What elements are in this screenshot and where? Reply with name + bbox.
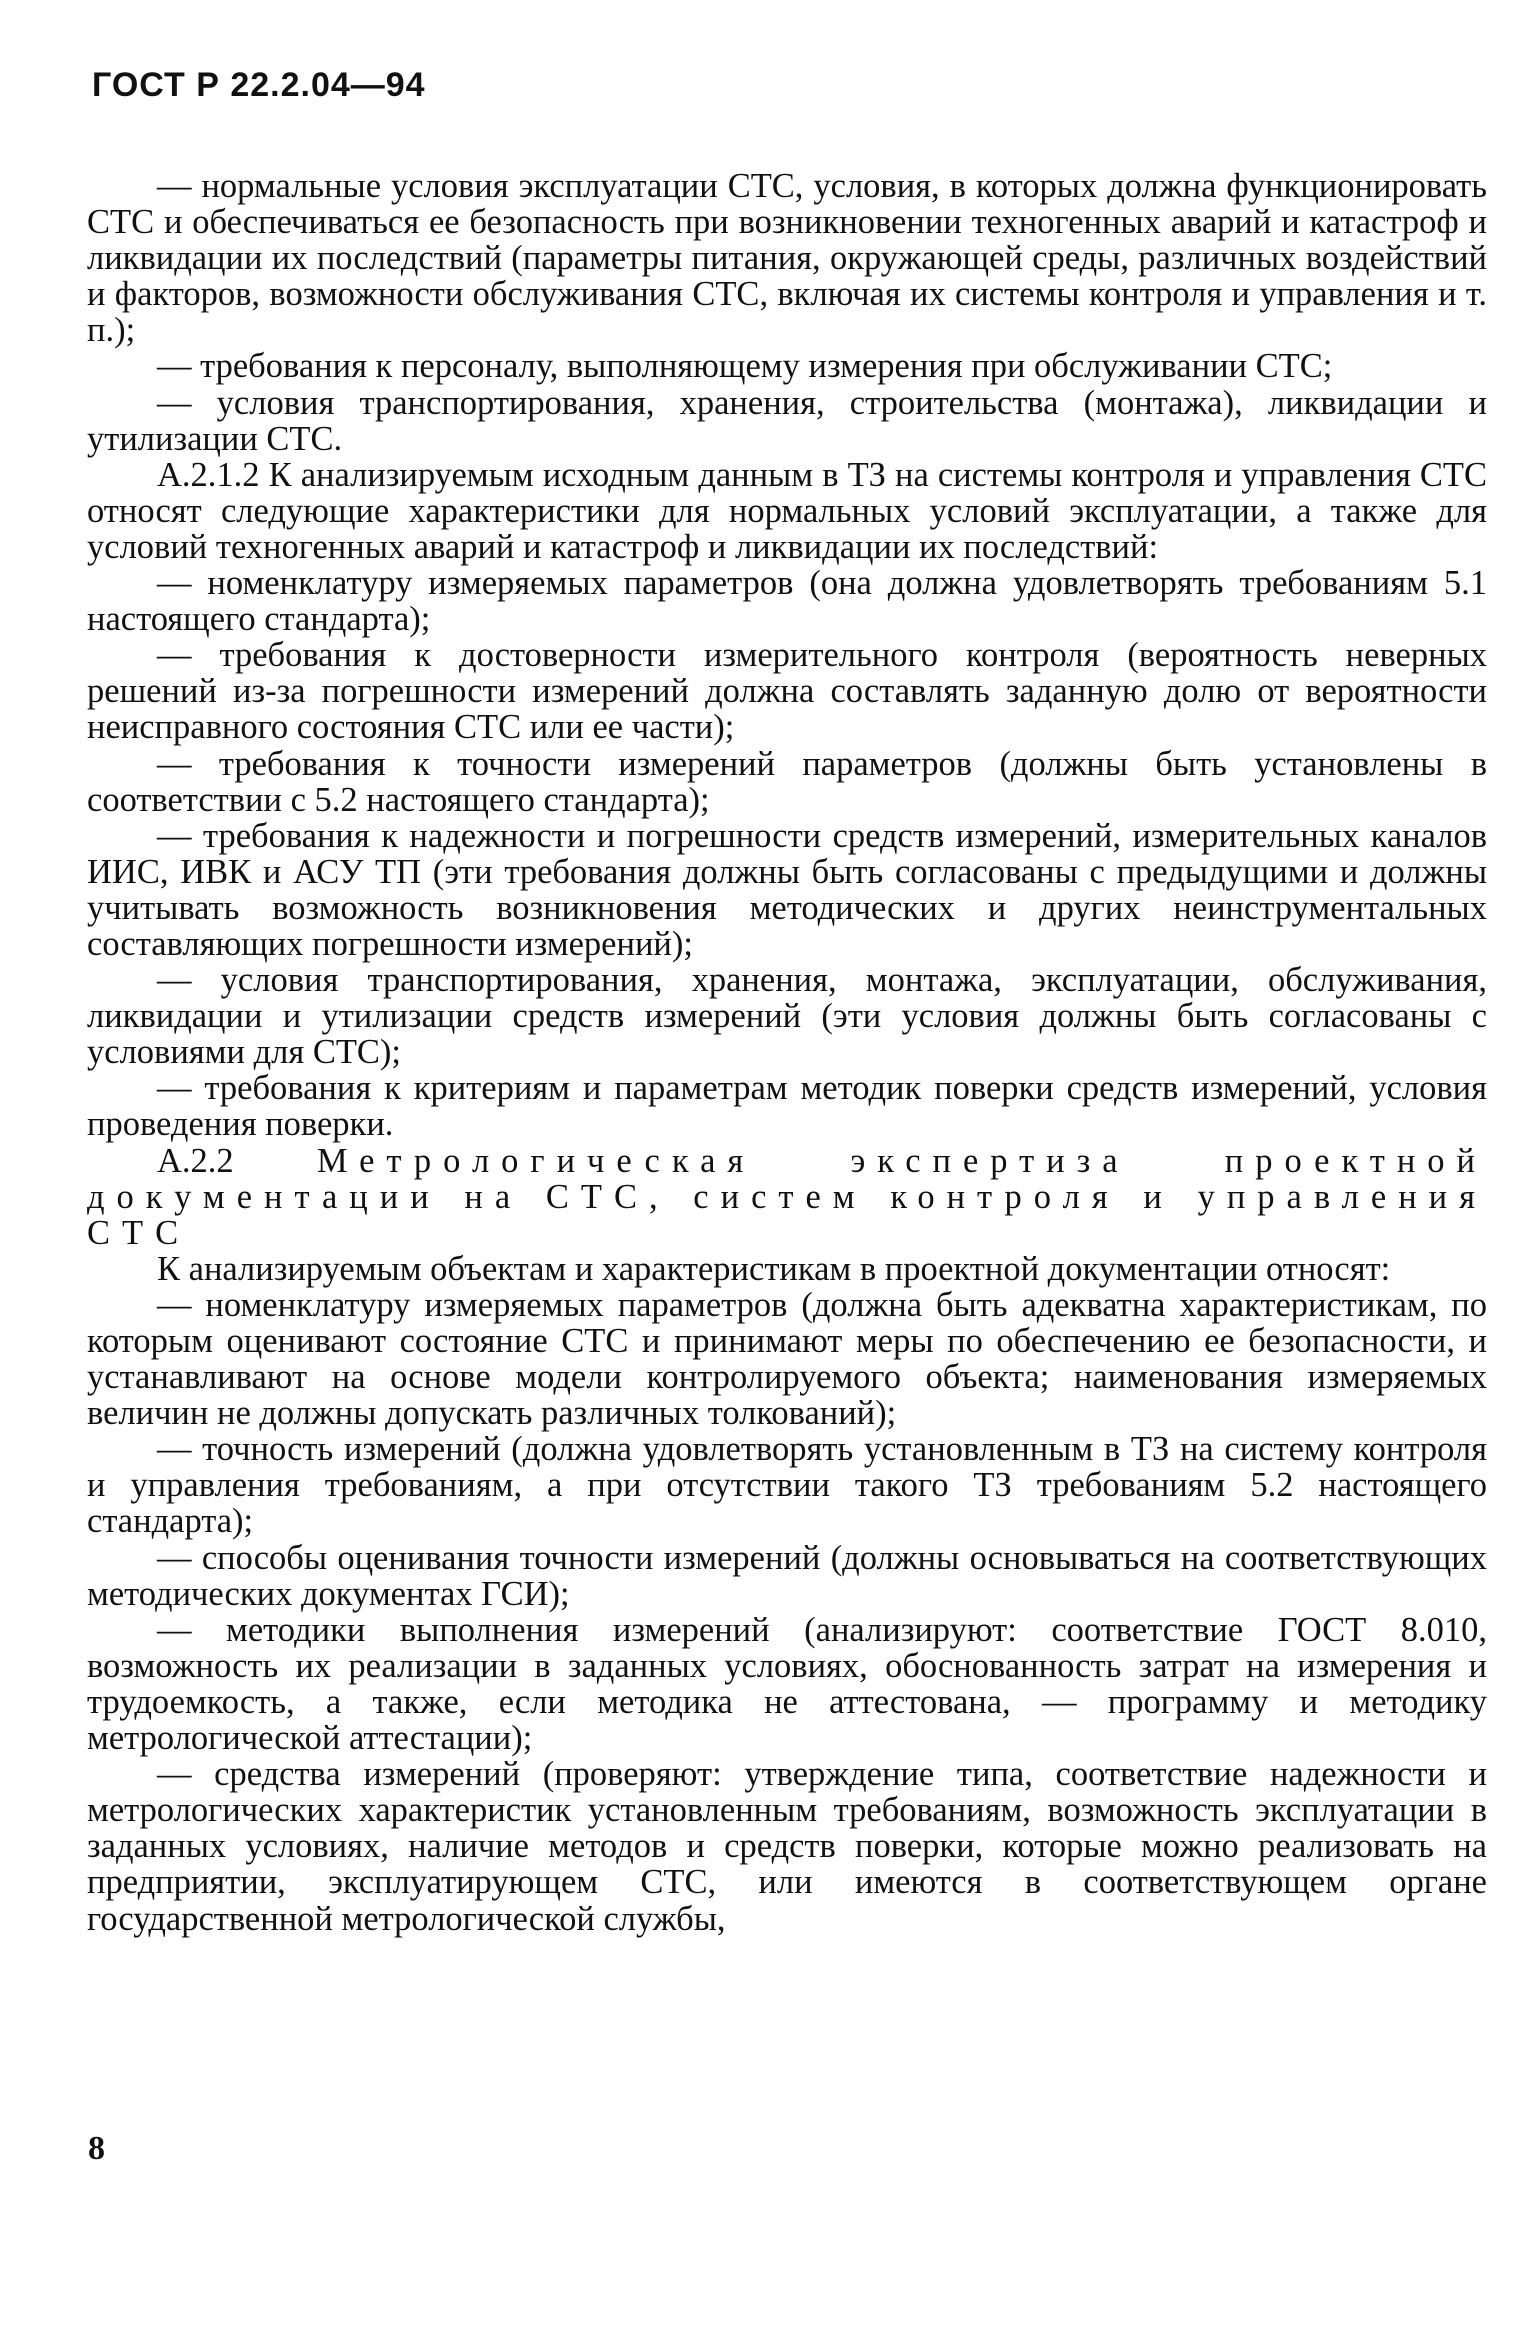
- paragraph: — номенклатуру измеряемых параметров (должна быть адекватна характеристикам, по которым оценивают состояние СТС и принимают меры по обеспечению ее безопасности, и устанавливают на основе модели контролируемого объекта; наименования измеряемых величин не должны допускать различных толкований);: [87, 1285, 1487, 1433]
- paragraph: А.2.1.2 К анализируемым исходным данным в ТЗ на системы контроля и управления СТС относят следующие характеристики для нормальных условий эксплуатации, а также для условий техногенных аварий и катастроф и ликвидации их последствий:: [87, 455, 1487, 566]
- section-number: А.2.2: [157, 1141, 234, 1180]
- paragraph: — средства измерений (проверяют: утверждение типа, соответствие надежности и метрологических характеристик установленным требованиям, возможность эксплуатации в заданных условиях, наличие методов и средств поверки, которые можно реализовать на предприятии, эксплуатирующем СТС, или имеются в соответствующем органе государственной метрологической службы,: [87, 1755, 1487, 1938]
- paragraph: — требования к надежности и погрешности средств измерений, измерительных каналов ИИС, ИВК и АСУ ТП (эти требования должны быть согласованы с предыдущими и должны учитывать возможность возникновения методических и других неинструментальных составляющих погрешности измерений);: [87, 816, 1487, 963]
- paragraph: — нормальные условия эксплуатации СТС, условия, в которых должна функционировать СТС и обеспечиваться ее безопасность при возникновении техногенных аварий и катастроф и ликвидации их последствий (параметры питания, окружающей среды, различных воздействий и факторов, возможности обслуживания СТС, включая их системы контроля и управления и т. п.);: [87, 167, 1487, 350]
- paragraph: — требования к критериям и параметрам методик поверки средств измерений, условия проведения поверки.: [87, 1069, 1487, 1144]
- page-number: 8: [88, 2130, 105, 2167]
- paragraph: — условия транспортирования, хранения, строительства (монтажа), ликвидации и утилизации СТС.: [87, 383, 1487, 458]
- paragraph: — требования к точности измерений параметров (должны быть установлены в соответствии с 5.2 настоящего стандарта);: [87, 744, 1487, 819]
- paragraph: — требования к достоверности измерительного контроля (вероятность неверных решений из-за погрешности измерений должна составлять заданную долю от вероятности неисправного состояния СТС или ее части);: [87, 636, 1487, 747]
- paragraph: — точность измерений (должна удовлетворять установленным в ТЗ на систему контроля и управления требованиям, а при отсутствии такого ТЗ требованиям 5.2 настоящего стандарта);: [87, 1430, 1487, 1541]
- body-text: [87, 168, 1487, 1937]
- paragraph: — способы оценивания точности измерений (должны основываться на соответствующих методических документах ГСИ);: [87, 1538, 1487, 1613]
- document-header: ГОСТ Р 22.2.04—94: [92, 66, 426, 104]
- paragraph: — методики выполнения измерений (анализируют: соответствие ГОСТ 8.010, возможность их реализации в заданных условиях, обоснованность затрат на измерения и трудоемкость, а также, если методика не аттестована, — программу и методику метрологической аттестации);: [87, 1610, 1487, 1758]
- section-title: Метрологическая экспертиза проектной документации на СТС, систем контроля и управления СТС: [87, 1141, 1488, 1252]
- paragraph: — номенклатуру измеряемых параметров (она должна удовлетворять требованиям 5.1 настоящего стандарта);: [87, 564, 1487, 639]
- paragraph: К анализируемым объектам и характеристикам в проектной документации относят:: [157, 1249, 1391, 1288]
- section-heading: [87, 1143, 1487, 1251]
- paragraph: — условия транспортирования, хранения, монтажа, эксплуатации, обслуживания, ликвидации и утилизации средств измерений (эти условия должны быть согласованы с условиями для СТС);: [87, 961, 1487, 1072]
- paragraph: — требования к персоналу, выполняющему измерения при обслуживании СТС;: [157, 347, 1333, 386]
